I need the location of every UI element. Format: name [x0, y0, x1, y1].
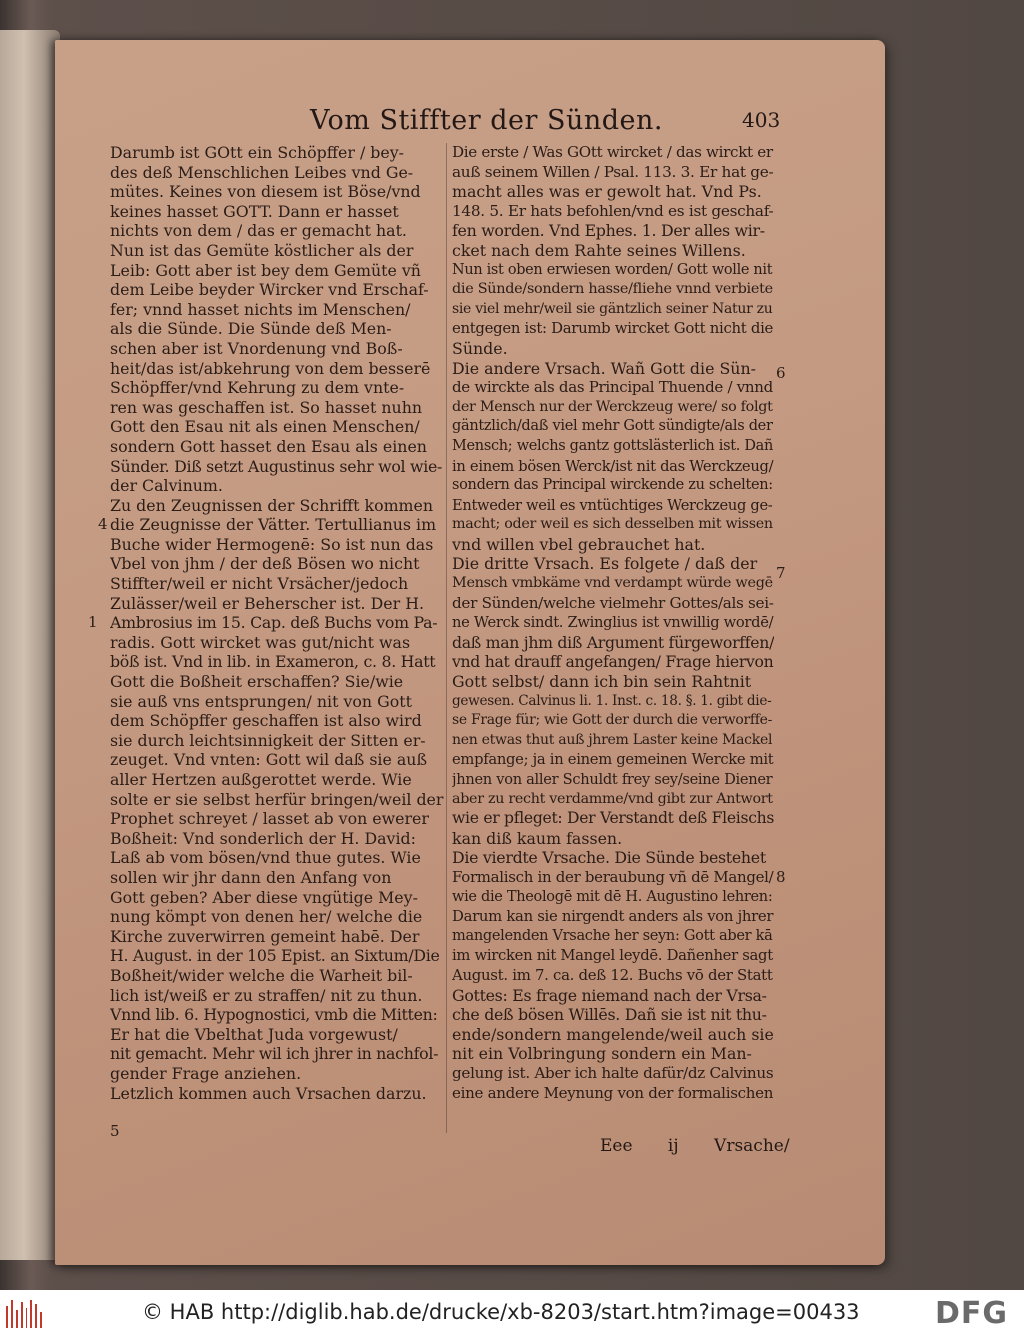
- text-line: Leib: Gott aber ist bey dem Gemüte vñ: [110, 260, 421, 280]
- text-line: Die vierdte Vrsache. Die Sünde bestehet: [452, 848, 766, 868]
- text-line: Darum kan sie nirgendt anders als von jhrer: [452, 908, 774, 926]
- text-line: jhnen von aller Schuldt frey sey/seine Diener: [452, 771, 773, 788]
- text-line: sie viel mehr/weil sie gäntzlich seiner Natur zu: [452, 300, 773, 317]
- text-line: nichts von dem / das er gemacht hat.: [110, 221, 407, 241]
- text-line: sie auß vns entsprungen/ nit von Gott: [110, 691, 412, 711]
- text-line: Die dritte Vrsach. Es folgete / daß der: [452, 554, 758, 574]
- hab-logo-icon: [6, 1298, 42, 1328]
- left-column: [110, 143, 445, 1103]
- text-line: Schöpffer/vnd Kehrung zu dem vnte-: [110, 378, 405, 398]
- text-line: wie die Theologē mit dē H. Augustino lehren:: [452, 888, 773, 905]
- text-line: als die Sünde. Die Sünde deß Men-: [110, 319, 392, 339]
- text-line: in einem bösen Werck/ist nit das Werckzeug/: [452, 457, 774, 475]
- left-page-edge: [0, 30, 60, 1260]
- text-line: ende/sondern mangelende/weil auch sie: [452, 1024, 774, 1044]
- text-line: eine andere Meynung von der formalischen: [452, 1083, 774, 1102]
- text-line: nit ein Volbringung sondern ein Man-: [452, 1044, 752, 1064]
- text-line: Nun ist das Gemüte köstlicher als der: [110, 240, 414, 260]
- signature-catchword: Eee ij Vrsache/: [600, 1136, 790, 1156]
- text-line: vnd willen vbel gebrauchet hat.: [452, 534, 706, 554]
- text-line: nit gemacht. Mehr wil ich jhrer in nachfol-: [110, 1044, 439, 1064]
- text-line: Gottes: Es frage niemand nach der Vrsa-: [452, 985, 767, 1005]
- text-line: Mensch vmbkäme vnd verdampt würde wegē: [452, 575, 773, 592]
- text-line: ren was geschaffen ist. So hasset nuhn: [110, 397, 423, 417]
- text-line: Buche wider Hermogenē: So ist nun das: [110, 534, 434, 554]
- text-line: der Sünden/welche vielmehr Gottes/als sei-: [452, 593, 774, 612]
- text-line: zeuget. Vnd vnten: Gott wil daß sie auß: [110, 750, 427, 770]
- text-line: Darumb ist GOtt ein Schöpffer / bey-: [110, 143, 405, 162]
- text-line: Zu den Zeugnissen der Schrifft kommen: [110, 495, 434, 515]
- column-divider: [446, 143, 447, 1133]
- text-line: ne Werck sindt. Zwinglius ist vnwillig wordē/: [452, 614, 774, 632]
- margin-number-7: 7: [776, 564, 786, 582]
- text-line: der Calvinum.: [110, 476, 223, 496]
- text-line: fen worden. Vnd Ephes. 1. Der alles wir-: [452, 221, 765, 241]
- margin-number-4: 4: [98, 515, 108, 533]
- text-line: August. im 7. ca. deß 12. Buchs vō der Statt: [452, 965, 773, 984]
- page-number: 403: [742, 108, 781, 132]
- text-line: der Mensch nur der Werckzeug were/ so folgt: [452, 398, 773, 415]
- text-line: Vbel von jhm / der deß Bösen wo nicht: [110, 554, 420, 574]
- text-line: auß seinem Willen / Psal. 113. 3. Er hat ge-: [452, 162, 774, 181]
- footer-bar: [0, 1290, 1024, 1336]
- copyright-link[interactable]: © HAB http://diglib.hab.de/drucke/xb-8203/start.htm?image=00433: [142, 1300, 860, 1324]
- margin-number-8: 8: [776, 868, 786, 886]
- text-line: Boßheit/wider welche die Warheit bil-: [110, 965, 413, 985]
- text-line: Gott den Esau nit als einen Menschen/: [110, 417, 420, 437]
- text-line: 148. 5. Er hats befohlen/vnd es ist geschaf-: [452, 201, 774, 220]
- text-line: che deß bösen Willēs. Dañ sie ist nit thu-: [452, 1005, 767, 1025]
- text-line: cket nach dem Rahte seines Willens.: [452, 240, 746, 260]
- text-line: macht alles was er gewolt hat. Vnd Ps.: [452, 182, 762, 202]
- margin-number-5: 5: [110, 1122, 120, 1140]
- text-line: daß man jhm diß Argument fürgeworffen/: [452, 632, 774, 652]
- text-line: nen etwas thut auß jhrem Laster keine Mackel: [452, 731, 773, 748]
- text-line: aber zu recht verdamme/vnd gibt zur Antwort: [452, 790, 773, 807]
- text-line: gewesen. Calvinus li. 1. Inst. c. 18. §. 1. gibt die-: [452, 692, 772, 709]
- text-line: aller Hertzen außgerottet werde. Wie: [110, 770, 412, 789]
- text-line: gender Frage anziehen.: [110, 1063, 302, 1083]
- text-line: Sünder. Diß setzt Augustinus sehr wol wie-: [110, 456, 443, 476]
- running-head: Vom Stiffter der Sünden.: [310, 105, 664, 136]
- text-line: kan diß kaum fassen.: [452, 828, 623, 848]
- text-line: Vnnd lib. 6. Hypognostici, vmb die Mitten:: [110, 1005, 438, 1025]
- text-line: se Frage für; wie Gott der durch die verworffe-: [452, 712, 773, 729]
- text-line: Ambrosius im 15. Cap. deß Buchs vom Pa-: [110, 613, 438, 633]
- text-line: Er hat die Vbelthat Juda vorgewust/: [110, 1024, 398, 1044]
- text-line: de wirckte als das Principal Thuende / vnnd: [452, 378, 773, 397]
- text-line: vnd hat drauff angefangen/ Frage hiervon: [452, 652, 774, 672]
- text-line: Gott selbst/ dann ich bin sein Rahtnit: [452, 672, 752, 692]
- text-line: die Zeugnisse der Vätter. Tertullianus im: [110, 515, 437, 535]
- text-line: Prophet schreyet / lasset ab von ewerer: [110, 809, 429, 829]
- text-line: Entweder weil es vntüchtiges Werckzeug ge-: [452, 496, 773, 514]
- text-line: fer; vnnd hasset nichts im Menschen/: [110, 299, 411, 319]
- text-line: sollen wir jhr dann den Anfang von: [110, 867, 392, 887]
- text-line: lich ist/weiß er zu straffen/ nit zu thun.: [110, 985, 423, 1005]
- text-line: schen aber ist Vnordenung vnd Boß-: [110, 338, 403, 358]
- text-line: mangelenden Vrsache her seyn: Gott aber kā: [452, 927, 773, 944]
- text-line: Mensch; welchs gantz gottslästerlich ist. Dañ: [452, 437, 774, 454]
- text-line: empfange; ja in einem gemeinen Wercke mit: [452, 751, 774, 769]
- text-line: H. August. in der 105 Epist. an Sixtum/Die: [110, 946, 440, 966]
- text-line: sondern Gott hasset den Esau als einen: [110, 436, 427, 456]
- text-line: sondern das Principal wirckende zu schelten:: [452, 477, 773, 494]
- text-line: Formalisch in der beraubung vñ dē Mangel/: [452, 867, 774, 886]
- text-line: dem Leibe beyder Wircker vnd Erschaf-: [110, 280, 429, 300]
- text-line: Kirche zuverwirren gemeint habē. Der: [110, 926, 420, 946]
- text-line: Stiffter/weil er nicht Vrsächer/jedoch: [110, 574, 409, 594]
- text-line: Zulässer/weil er Beherscher ist. Der H.: [110, 593, 424, 613]
- text-line: gäntzlich/daß viel mehr Gott sündigte/als der: [452, 418, 773, 435]
- text-line: nung kömpt von denen her/ welche die: [110, 907, 423, 927]
- text-line: böß ist. Vnd in lib. in Exameron, c. 8. Hatt: [110, 652, 436, 672]
- text-line: mütes. Keines von diesem ist Böse/vnd: [110, 182, 421, 202]
- text-line: heit/das ist/abkehrung von dem besserē: [110, 358, 431, 378]
- text-line: keines hasset GOTT. Dann er hasset: [110, 201, 399, 221]
- text-line: Die erste / Was GOtt wircket / das wirckt er: [452, 143, 773, 161]
- text-line: Nun ist oben erwiesen worden/ Gott wolle nit: [452, 261, 773, 278]
- text-line: gelung ist. Aber ich halte dafür/dz Calvinus: [452, 1063, 774, 1082]
- text-line: Boßheit: Vnd sonderlich der H. David:: [110, 828, 416, 848]
- text-line: des deß Menschlichen Leibes vnd Ge-: [110, 162, 414, 182]
- text-line: Die andere Vrsach. Wañ Gott die Sün-: [452, 358, 756, 378]
- text-line: Laß ab vom bösen/vnd thue gutes. Wie: [110, 848, 421, 868]
- text-line: solte er sie selbst herfür bringen/weil der: [110, 789, 444, 809]
- text-line: die Sünde/sondern hasse/fliehe vnnd verbiete: [452, 281, 773, 298]
- dfg-logo: DFG: [935, 1296, 1009, 1331]
- margin-number-1: 1: [88, 613, 98, 631]
- text-line: entgegen ist: Darumb wircket Gott nicht die: [452, 319, 774, 338]
- text-line: wie er pfleget: Der Verstandt deß Fleischs: [452, 809, 774, 828]
- text-line: Gott die Boßheit erschaffen? Sie/wie: [110, 672, 404, 692]
- right-column: [452, 143, 774, 1103]
- text-line: Gott geben? Aber diese vngütige Mey-: [110, 887, 418, 907]
- text-line: im wircken nit Mangel leydē. Dañenher sagt: [452, 947, 773, 965]
- text-line: Letzlich kommen auch Vrsachen darzu.: [110, 1083, 427, 1103]
- text-line: dem Schöpffer geschaffen ist also wird: [110, 711, 422, 731]
- text-line: macht; oder weil es sich desselben mit wissen: [452, 516, 773, 533]
- text-line: Sünde.: [452, 338, 508, 358]
- text-line: radis. Gott wircket was gut/nicht was: [110, 632, 411, 652]
- text-line: sie durch leichtsinnigkeit der Sitten er-: [110, 730, 426, 750]
- margin-number-6: 6: [776, 364, 786, 382]
